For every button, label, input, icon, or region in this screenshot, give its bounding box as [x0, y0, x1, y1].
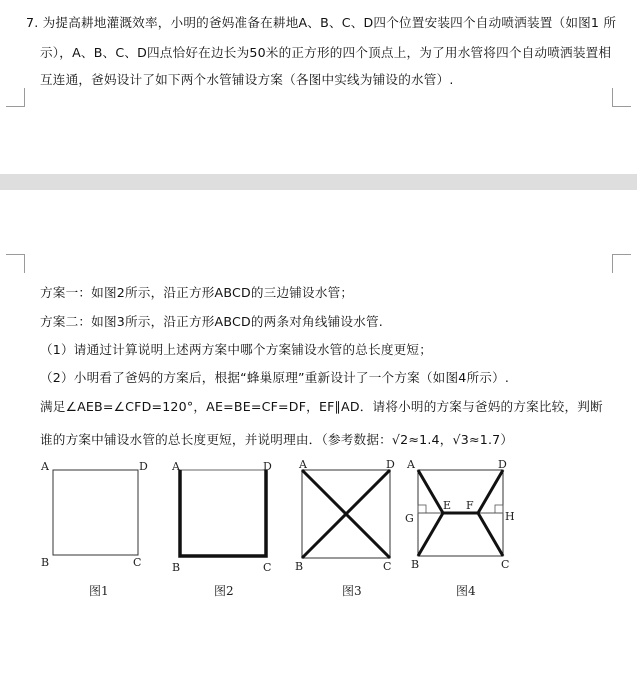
figure-1: [38, 456, 153, 576]
figure-1-caption: 图1: [89, 584, 109, 598]
label-d: D: [139, 460, 148, 473]
label-a: A: [41, 460, 49, 473]
figure-4: [402, 456, 524, 576]
figure-3: [292, 456, 407, 576]
label-a: A: [172, 460, 180, 473]
figure-3-caption: 图3: [342, 584, 362, 598]
page-corner-mark: [6, 254, 25, 273]
right-angle-g: [418, 505, 426, 513]
problem-line-2: 示），A、B、C、D四点恰好在边长为50米的正方形的四个顶点上，为了用水管将四个自动喷洒装置相: [40, 45, 612, 60]
page-corner-mark: [612, 254, 631, 273]
label-c: C: [133, 556, 142, 569]
question-1: （1）请通过计算说明上述两方案中哪个方案铺设水管的总长度更短；: [40, 342, 433, 357]
label-g: G: [405, 512, 414, 525]
page-gap: [0, 174, 637, 190]
label-h: H: [505, 510, 515, 523]
label-b: B: [411, 558, 420, 571]
reference-line: 谁的方案中铺设水管的总长度更短，并说明理由．（参考数据：√2≈1.4，√3≈1.7）: [40, 432, 514, 447]
label-e: E: [443, 499, 452, 512]
condition-line: 满足∠AEB=∠CFD=120°，AE=BE=CF=DF，EF∥AD．请将小明的方案与爸妈的方案比较，判断: [40, 399, 603, 414]
problem-line-1: 7. 为提高耕地灌溉效率，小明的爸妈准备在耕地A、B、C、D四个位置安装四个自动喷洒装置（如图1 所: [26, 15, 617, 30]
figure-2: [166, 456, 281, 576]
label-d: D: [263, 460, 272, 473]
square-outline: [180, 470, 266, 556]
figure-2-caption: 图2: [214, 584, 234, 598]
right-angle-h: [495, 505, 503, 513]
label-d: D: [386, 458, 395, 471]
page-corner-mark: [612, 88, 631, 107]
label-d: D: [498, 458, 507, 471]
label-c: C: [263, 561, 272, 574]
label-b: B: [295, 560, 304, 573]
label-f: F: [466, 499, 474, 512]
problem-line-3: 互连通，爸妈设计了如下两个水管铺设方案（各图中实线为铺设的水管）.: [40, 72, 454, 87]
label-c: C: [383, 560, 392, 573]
page-corner-mark: [6, 88, 25, 107]
square-outline: [53, 470, 138, 555]
label-c: C: [501, 558, 510, 571]
label-a: A: [299, 458, 307, 471]
plan-2: 方案二：如图3所示，沿正方形ABCD的两条对角线铺设水管.: [40, 314, 383, 329]
question-2: （2）小明看了爸妈的方案后，根据“蜂巢原理”重新设计了一个方案（如图4所示）.: [40, 370, 510, 385]
figure-4-caption: 图4: [456, 584, 476, 598]
label-a: A: [407, 458, 415, 471]
plan-1: 方案一：如图2所示，沿正方形ABCD的三边铺设水管；: [40, 285, 354, 300]
label-b: B: [172, 561, 181, 574]
pipe-three-sides: [180, 470, 266, 556]
label-b: B: [41, 556, 50, 569]
